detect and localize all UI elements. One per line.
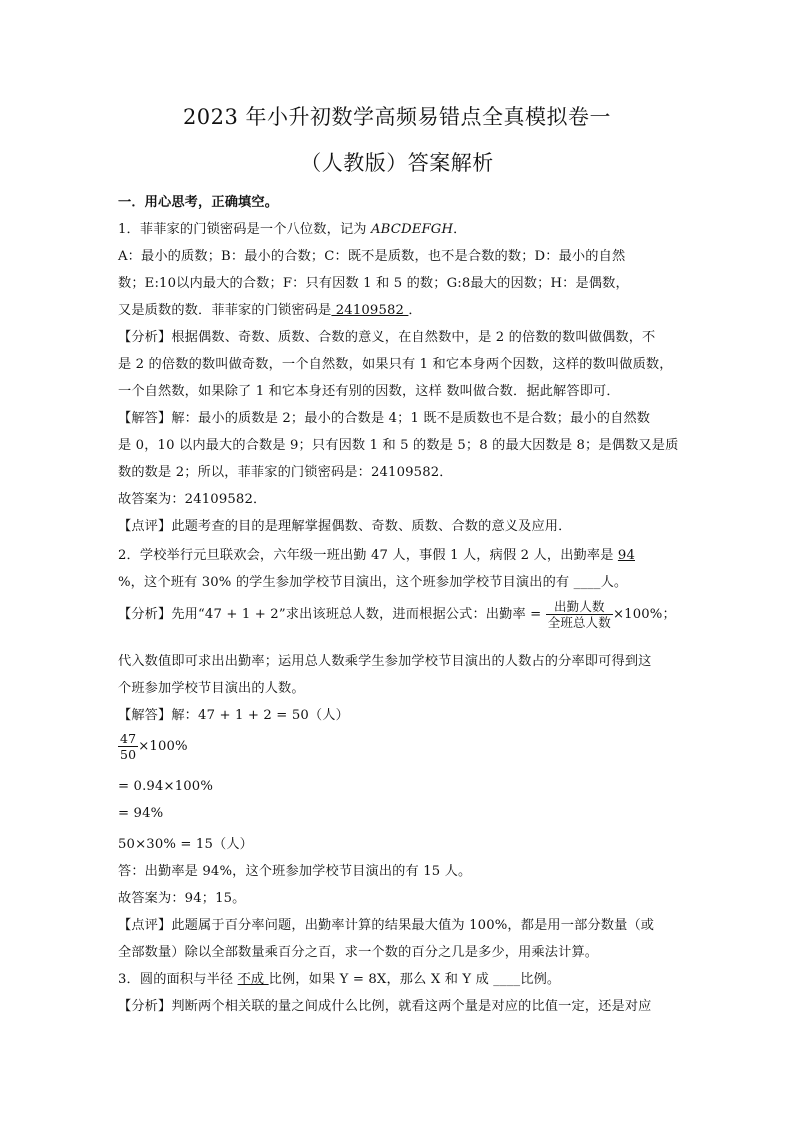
q2-analysis-line [118, 599, 676, 630]
q2-stem-text: 2．学校举行元旦联欢会，六年级一班出勤 47 人，事假 1 人，病假 2 人，出勤率是 [118, 548, 618, 563]
q2-solution-line: 【解答】解：47 + 1 + 2 = 50（人） [118, 708, 349, 723]
q1-stem-end: ． [453, 222, 467, 237]
q3-answer-blank: ____ [493, 972, 521, 987]
q2-calc-line: = 0.94×100% [118, 779, 214, 794]
q2-stem-text: %，这个班有 30% 的学生参加学校节目演出，这个班参加学校节目演出的有 [118, 575, 574, 590]
fraction-denominator: 全班总人数 [547, 615, 611, 630]
section-heading: 一．用心思考，正确填空。 [118, 195, 279, 210]
fraction-denominator: 50 [120, 747, 137, 762]
q3-stem [118, 968, 560, 987]
q2-analysis-line: 代入数值即可求出出勤率；运用总人数乘学生参加学校节目演出的人数占的分率即可得到这 [118, 654, 652, 669]
calc-fraction [118, 731, 138, 762]
q3-stem-text: 3．圆的面积与半径 [118, 972, 238, 987]
q1-stem-text: 1．菲菲家的门锁密码是一个八位数，记为 [118, 222, 371, 237]
q2-reply: 答：出勤率是 94%，这个班参加学校节目演出的有 15 人。 [118, 864, 472, 879]
q1-stem-variable: ABCDEFGH [370, 222, 454, 237]
document-title-line1: 2023 年小升初数学高频易错点全真模拟卷一 [182, 105, 612, 129]
q2-calc-line: = 94% [118, 806, 164, 821]
q1-condition-line: A：最小的质数；B：最小的合数；C：既不是质数，也不是合数的数；D：最小的自然 [118, 249, 626, 264]
q3-stem-end: 比例。 [520, 972, 561, 987]
fraction-numerator: 出勤人数 [546, 599, 613, 615]
q2-final-answer: 故答案为：94；15。 [118, 891, 246, 906]
q2-calc-line: 50×30% = 15（人） [118, 837, 254, 852]
q2-analysis-line: 个班参加学校节目演出的人数。 [118, 681, 305, 696]
q2-comment-line: 全部数量）除以全部数量乘百分之百，求一个数的百分之几是多少，用乘法计算。 [118, 945, 599, 960]
q1-comment: 【点评】此题考查的目的是理解掌握偶数、奇数、质数、合数的意义及应用． [118, 519, 572, 534]
q2-answer-blank: ____ [573, 575, 601, 590]
q1-solution-line: 是 0，10 以内最大的合数是 9；只有因数 1 和 5 的数是 5；8 的最大因数是 8；是偶数又是质 [118, 438, 679, 453]
q3-stem-text: 比例，如果 Y = 8X，那么 X 和 Y 成 [268, 972, 494, 987]
q3-analysis-line: 【分析】判断两个相关联的量之间成什么比例，就看这两个量是对应的比值一定，还是对应 [118, 999, 652, 1014]
q1-analysis-line: 一个自然数，如果除了 1 和它本身还有别的因数，这样 数叫做合数．据此解答即可． [118, 384, 620, 399]
q1-answer-blank: 24109582 [331, 303, 409, 318]
q1-condition-line: 数；E:10以内最大的合数；F：只有因数 1 和 5 的数；G:8最大的因数；H：是偶数， [118, 276, 629, 291]
q1-analysis-line: 【分析】根据偶数、奇数、质数、合数的意义，在自然数中，是 2 的倍数的数叫做偶数，不 [118, 330, 656, 345]
q3-answer-blank: 不成 [237, 972, 269, 987]
q2-analysis-text: ×100%； [612, 607, 676, 622]
q2-stem [118, 544, 635, 563]
q1-prompt-end: ． [408, 303, 422, 318]
q1-analysis-line: 是 2 的倍数的数叫做奇数，一个自然数，如果只有 1 和它本身两个因数，这样的数叫做质数， [118, 357, 673, 372]
q1-solution-line: 数的数是 2；所以，菲菲家的门锁密码是：24109582． [118, 465, 453, 480]
q1-condition-line [118, 299, 422, 318]
fraction-numerator: 47 [120, 731, 137, 746]
q1-solution-line: 【解答】解：最小的质数是 2；最小的合数是 4；1 既不是质数也不是合数；最小的自然数 [118, 411, 651, 426]
q2-stem [118, 571, 627, 590]
q1-final-answer: 故答案为：24109582． [118, 492, 267, 507]
q2-comment-line: 【点评】此题属于百分率问题，出勤率计算的结果最大值为 100%，都是用一部分数量（或 [118, 918, 655, 933]
q1-prompt: 又是质数的数．菲菲家的门锁密码是 [118, 303, 332, 318]
q2-stem-end: 人。 [600, 575, 628, 590]
q2-calc-text: ×100% [138, 739, 188, 754]
attendance-fraction [546, 599, 613, 630]
q2-analysis-text: 【分析】先用“47 + 1 + 2”求出该班总人数，进而根据公式：出勤率 = [118, 607, 546, 622]
q2-answer-blank: 94 [617, 548, 635, 563]
q2-calc-line [118, 731, 188, 762]
document-title-line2: （人教版）答案解析 [300, 151, 494, 175]
q1-stem [118, 218, 466, 237]
